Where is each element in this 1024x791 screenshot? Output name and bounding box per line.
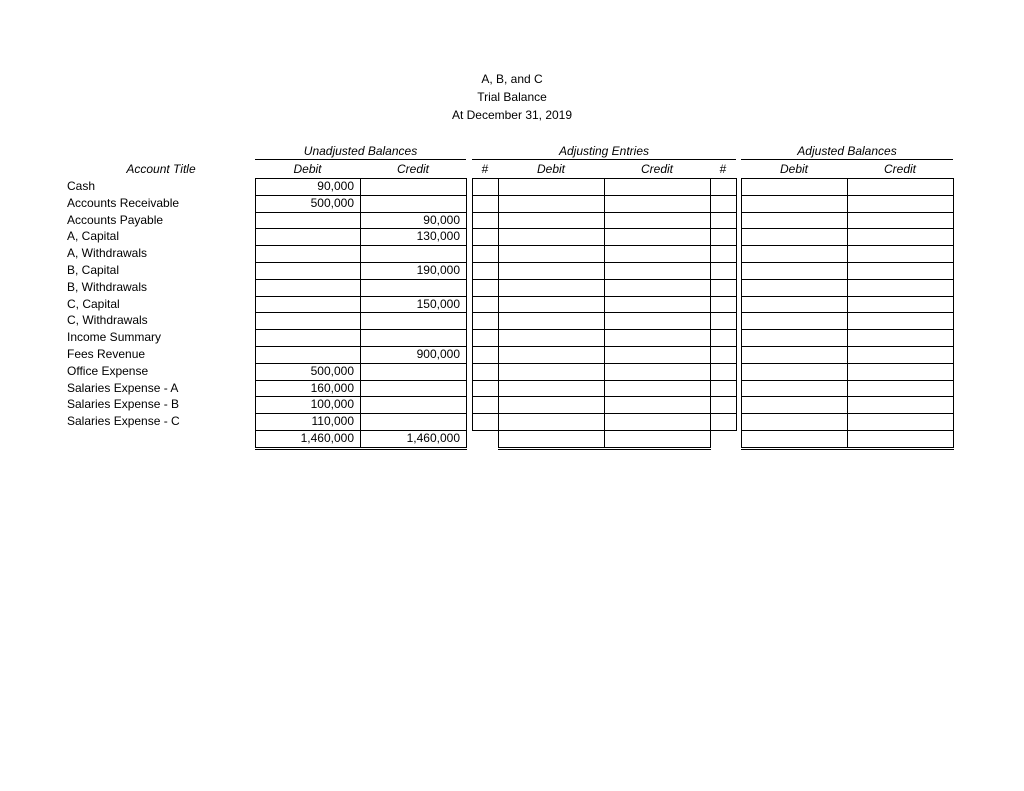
unadjusted-credit-cell	[360, 329, 467, 347]
unadjusted-debit-cell	[255, 296, 361, 314]
adjusting-credit-cell	[604, 312, 711, 330]
account-title: B, Capital	[67, 263, 120, 277]
account-title: A, Capital	[67, 229, 120, 244]
adjusting-credit-cell	[604, 195, 711, 213]
adj-ref-debit-cell	[472, 262, 499, 280]
adjusted-debit-cell	[741, 329, 848, 347]
unadjusted-debit-cell: 90,000	[255, 178, 361, 196]
adj-ref-debit-cell	[472, 178, 499, 196]
account-title: Accounts Receivable	[67, 195, 180, 210]
col-adj-ref-debit: #	[481, 162, 489, 176]
adjusted-debit-cell	[741, 346, 848, 364]
adj-ref-debit-cell	[472, 413, 499, 431]
unadjusted-credit-cell	[360, 312, 467, 330]
adjusting-entries-header: Adjusting Entries	[558, 144, 650, 158]
adjusted-credit-cell	[847, 363, 954, 381]
adjusted-credit-cell	[847, 312, 954, 330]
unadjusted-double-underline	[255, 447, 467, 450]
unadjusted-debit-cell	[255, 228, 361, 246]
adjusting-credit-cell	[604, 212, 711, 230]
adjusting-debit-cell	[498, 363, 605, 381]
adjusted-credit-cell	[847, 245, 954, 263]
unadjusted-debit-cell	[255, 262, 361, 280]
adjusted-credit-cell	[847, 178, 954, 196]
adj-ref-credit-cell	[710, 413, 737, 431]
adjusting-debit-cell	[498, 178, 605, 196]
unadjusted-debit-total: 1,460,000	[255, 430, 361, 448]
adj-ref-debit-cell	[472, 329, 499, 347]
adjusting-credit-cell	[604, 228, 711, 246]
adj-ref-credit-cell	[710, 396, 737, 414]
adjusting-credit-cell	[604, 296, 711, 314]
unadjusted-debit-cell	[255, 329, 361, 347]
adjusted-debit-total	[741, 430, 848, 448]
adjusted-balances-header: Adjusted Balances	[797, 144, 897, 158]
adj-ref-debit-cell	[472, 363, 499, 381]
company-name: A, B, and C	[481, 72, 543, 86]
adjusting-credit-total	[604, 430, 711, 448]
adjusted-debit-cell	[741, 228, 848, 246]
adjusting-credit-cell	[604, 329, 711, 347]
adjusted-debit-cell	[741, 380, 848, 398]
adj-ref-debit-cell	[472, 296, 499, 314]
adjusted-credit-cell	[847, 262, 954, 280]
adj-ref-debit-cell	[472, 312, 499, 330]
adj-ref-debit-cell	[472, 228, 499, 246]
adjusting-debit-cell	[498, 262, 605, 280]
adjusted-credit-total	[847, 430, 954, 448]
adjusting-credit-cell	[604, 346, 711, 364]
col-adj-ref-credit: #	[719, 162, 727, 176]
adj-ref-credit-cell	[710, 312, 737, 330]
account-title: Salaries Expense - A	[67, 380, 179, 395]
adjusting-debit-cell	[498, 212, 605, 230]
adjusting-credit-cell	[604, 279, 711, 297]
col-account-title: Account Title	[126, 162, 196, 176]
unadjusted-debit-cell: 160,000	[255, 380, 361, 398]
unadjusted-credit-cell	[360, 245, 467, 263]
unadjusted-credit-cell	[360, 396, 467, 414]
adj-ref-debit-cell	[472, 245, 499, 263]
adjusting-credit-cell	[604, 262, 711, 280]
adjusting-debit-cell	[498, 279, 605, 297]
report-title: Trial Balance	[477, 90, 547, 104]
unadjusted-credit-cell	[360, 178, 467, 196]
unadjusted-debit-cell: 500,000	[255, 363, 361, 381]
col-adjusted-debit: Debit	[779, 162, 808, 176]
adjusting-credit-cell	[604, 363, 711, 381]
adjusted-debit-cell	[741, 312, 848, 330]
adjusted-credit-cell	[847, 396, 954, 414]
account-title: Salaries Expense - B	[67, 397, 180, 412]
adjusted-double-underline	[741, 447, 954, 450]
col-adjusting-debit: Debit	[536, 162, 565, 176]
unadjusted-debit-cell	[255, 346, 361, 364]
account-title: Fees Revenue	[67, 347, 146, 361]
adjusting-debit-cell	[498, 195, 605, 213]
adj-ref-debit-cell	[472, 380, 499, 398]
account-title: B, Withdrawals	[67, 279, 148, 294]
unadjusted-debit-cell: 100,000	[255, 396, 361, 414]
adjusted-credit-cell	[847, 296, 954, 314]
account-title: Income Summary	[67, 330, 162, 345]
adjusted-credit-cell	[847, 329, 954, 347]
adjusting-debit-cell	[498, 312, 605, 330]
adj-ref-credit-cell	[710, 346, 737, 364]
unadjusted-debit-cell: 110,000	[255, 413, 361, 431]
adj-ref-credit-cell	[710, 363, 737, 381]
col-adjusting-credit: Credit	[640, 162, 673, 176]
col-unadjusted-debit: Debit	[293, 162, 322, 176]
adjusted-credit-cell	[847, 380, 954, 398]
adjusted-debit-cell	[741, 363, 848, 381]
adjusting-debit-total	[498, 430, 605, 448]
adjusted-debit-cell	[741, 396, 848, 414]
unadjusted-debit-cell	[255, 245, 361, 263]
adjusting-credit-cell	[604, 178, 711, 196]
unadjusted-underline	[255, 159, 466, 160]
unadjusted-debit-cell: 500,000	[255, 195, 361, 213]
account-title: A, Withdrawals	[67, 246, 148, 261]
adjusted-debit-cell	[741, 262, 848, 280]
adj-ref-credit-cell	[710, 262, 737, 280]
adjusted-debit-cell	[741, 212, 848, 230]
adj-ref-credit-cell	[710, 245, 737, 263]
adjusted-debit-cell	[741, 178, 848, 196]
unadjusted-credit-total: 1,460,000	[360, 430, 467, 448]
account-title: Cash	[67, 179, 96, 193]
unadjusted-credit-cell: 130,000	[360, 228, 467, 246]
adjusted-credit-cell	[847, 195, 954, 213]
account-title: Accounts Payable	[67, 212, 164, 227]
adjusting-credit-cell	[604, 245, 711, 263]
adjusted-credit-cell	[847, 346, 954, 364]
adjusted-credit-cell	[847, 413, 954, 431]
col-adjusted-credit: Credit	[883, 162, 916, 176]
report-date: At December 31, 2019	[451, 108, 573, 122]
unadjusted-credit-cell	[360, 380, 467, 398]
adj-ref-debit-cell	[472, 212, 499, 230]
adjusted-debit-cell	[741, 279, 848, 297]
unadjusted-credit-cell	[360, 413, 467, 431]
adjusted-debit-cell	[741, 296, 848, 314]
adjusting-debit-cell	[498, 228, 605, 246]
adj-ref-credit-cell	[710, 329, 737, 347]
adjusting-debit-cell	[498, 245, 605, 263]
adjusting-debit-cell	[498, 296, 605, 314]
adj-ref-debit-cell	[472, 346, 499, 364]
adj-ref-credit-cell	[710, 212, 737, 230]
adjusted-credit-cell	[847, 279, 954, 297]
adj-ref-credit-cell	[710, 195, 737, 213]
adjusting-debit-cell	[498, 329, 605, 347]
adjusting-debit-cell	[498, 346, 605, 364]
adj-ref-credit-cell	[710, 178, 737, 196]
adj-ref-credit-cell	[710, 279, 737, 297]
account-title: C, Capital	[67, 296, 120, 311]
adj-ref-credit-cell	[710, 296, 737, 314]
adjusting-debit-cell	[498, 413, 605, 431]
unadjusted-debit-cell	[255, 312, 361, 330]
unadjusted-credit-cell	[360, 279, 467, 297]
adjusted-debit-cell	[741, 413, 848, 431]
adjusted-underline	[741, 159, 953, 160]
account-title: Office Expense	[67, 363, 149, 378]
account-title: C, Withdrawals	[67, 313, 148, 328]
unadjusted-debit-cell	[255, 212, 361, 230]
adjusted-debit-cell	[741, 195, 848, 213]
unadjusted-credit-cell: 900,000	[360, 346, 467, 364]
adj-ref-credit-cell	[710, 228, 737, 246]
adj-ref-credit-cell	[710, 380, 737, 398]
adjusting-double-underline	[498, 447, 711, 450]
adjusted-credit-cell	[847, 212, 954, 230]
adjusting-underline	[472, 159, 736, 160]
unadjusted-credit-cell: 190,000	[360, 262, 467, 280]
adjusted-debit-cell	[741, 245, 848, 263]
unadjusted-credit-cell	[360, 195, 467, 213]
adjusting-debit-cell	[498, 380, 605, 398]
unadjusted-credit-cell: 150,000	[360, 296, 467, 314]
adj-ref-debit-cell	[472, 195, 499, 213]
account-title: Salaries Expense - C	[67, 414, 180, 429]
unadjusted-credit-cell	[360, 363, 467, 381]
adjusting-credit-cell	[604, 396, 711, 414]
unadjusted-debit-cell	[255, 279, 361, 297]
unadjusted-balances-header: Unadjusted Balances	[303, 144, 418, 158]
adjusted-credit-cell	[847, 228, 954, 246]
adjusting-credit-cell	[604, 380, 711, 398]
adjusting-credit-cell	[604, 413, 711, 431]
col-unadjusted-credit: Credit	[396, 162, 429, 176]
adj-ref-debit-cell	[472, 279, 499, 297]
unadjusted-credit-cell: 90,000	[360, 212, 467, 230]
adj-ref-debit-cell	[472, 396, 499, 414]
adjusting-debit-cell	[498, 396, 605, 414]
